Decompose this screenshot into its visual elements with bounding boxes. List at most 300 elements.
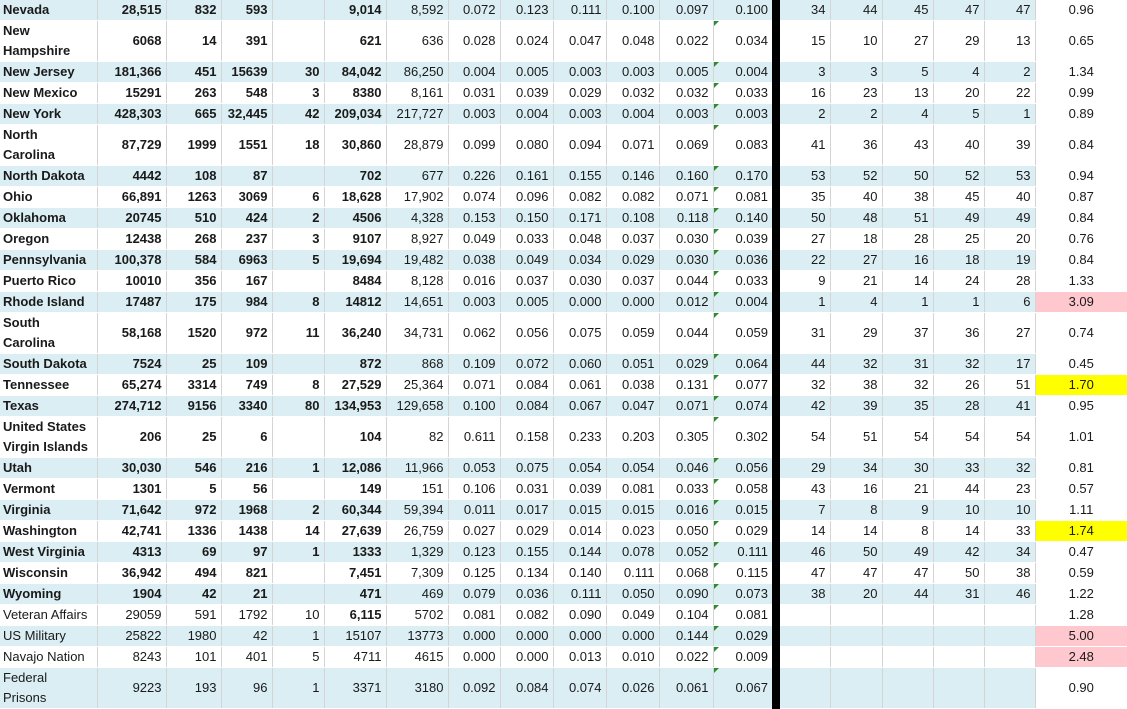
cell-r1[interactable]: 0.011 bbox=[448, 500, 500, 521]
row-label-cell[interactable]: Virginia bbox=[0, 500, 97, 521]
cell-c3[interactable]: 216 bbox=[221, 458, 272, 479]
cell-avg[interactable]: 0.081 bbox=[713, 187, 772, 208]
cell-ratio[interactable]: 1.34 bbox=[1035, 62, 1127, 83]
cell-k1[interactable]: 38 bbox=[780, 584, 830, 605]
cell-k3[interactable]: 44 bbox=[882, 584, 933, 605]
cell-k5[interactable]: 46 bbox=[984, 584, 1035, 605]
cell-r5[interactable]: 0.131 bbox=[659, 375, 713, 396]
cell-k3[interactable]: 9 bbox=[882, 500, 933, 521]
cell-c4[interactable]: 14 bbox=[272, 521, 324, 542]
cell-r3[interactable]: 0.140 bbox=[553, 563, 606, 584]
cell-r5[interactable]: 0.022 bbox=[659, 647, 713, 668]
cell-c6[interactable]: 82 bbox=[386, 417, 448, 458]
cell-c5[interactable]: 471 bbox=[324, 584, 386, 605]
cell-r3[interactable]: 0.111 bbox=[553, 584, 606, 605]
cell-c5[interactable]: 15107 bbox=[324, 626, 386, 647]
cell-r4[interactable]: 0.015 bbox=[606, 500, 659, 521]
cell-r5[interactable]: 0.046 bbox=[659, 458, 713, 479]
cell-avg[interactable]: 0.029 bbox=[713, 521, 772, 542]
cell-ratio[interactable]: 1.74 bbox=[1035, 521, 1127, 542]
cell-r4[interactable]: 0.003 bbox=[606, 62, 659, 83]
cell-ratio[interactable]: 1.28 bbox=[1035, 605, 1127, 626]
cell-c3[interactable]: 237 bbox=[221, 229, 272, 250]
cell-k4[interactable]: 5 bbox=[933, 104, 984, 125]
cell-c3[interactable]: 56 bbox=[221, 479, 272, 500]
cell-k3[interactable]: 43 bbox=[882, 125, 933, 166]
cell-r1[interactable]: 0.062 bbox=[448, 313, 500, 354]
cell-r4[interactable]: 0.146 bbox=[606, 166, 659, 187]
cell-c1[interactable]: 87,729 bbox=[97, 125, 166, 166]
cell-r1[interactable]: 0.000 bbox=[448, 626, 500, 647]
cell-c4[interactable] bbox=[272, 354, 324, 375]
cell-c6[interactable]: 28,879 bbox=[386, 125, 448, 166]
cell-k2[interactable]: 48 bbox=[830, 208, 882, 229]
cell-c4[interactable] bbox=[272, 0, 324, 21]
cell-r2[interactable]: 0.017 bbox=[500, 500, 553, 521]
cell-r4[interactable]: 0.100 bbox=[606, 0, 659, 21]
cell-r1[interactable]: 0.099 bbox=[448, 125, 500, 166]
cell-k5[interactable]: 41 bbox=[984, 396, 1035, 417]
cell-ratio[interactable]: 0.95 bbox=[1035, 396, 1127, 417]
cell-c1[interactable]: 17487 bbox=[97, 292, 166, 313]
cell-r2[interactable]: 0.000 bbox=[500, 626, 553, 647]
cell-k3[interactable]: 16 bbox=[882, 250, 933, 271]
cell-avg[interactable]: 0.039 bbox=[713, 229, 772, 250]
cell-c2[interactable]: 108 bbox=[166, 166, 221, 187]
cell-r5[interactable]: 0.032 bbox=[659, 83, 713, 104]
cell-c5[interactable]: 8484 bbox=[324, 271, 386, 292]
cell-k5[interactable]: 28 bbox=[984, 271, 1035, 292]
cell-c2[interactable]: 1999 bbox=[166, 125, 221, 166]
row-label-cell[interactable]: North Dakota bbox=[0, 166, 97, 187]
cell-ratio[interactable]: 1.70 bbox=[1035, 375, 1127, 396]
cell-ratio[interactable]: 1.11 bbox=[1035, 500, 1127, 521]
cell-avg[interactable]: 0.115 bbox=[713, 563, 772, 584]
cell-r2[interactable]: 0.084 bbox=[500, 668, 553, 709]
cell-k1[interactable] bbox=[780, 605, 830, 626]
cell-c3[interactable]: 97 bbox=[221, 542, 272, 563]
cell-k4[interactable]: 47 bbox=[933, 0, 984, 21]
cell-k3[interactable]: 31 bbox=[882, 354, 933, 375]
cell-r5[interactable]: 0.005 bbox=[659, 62, 713, 83]
cell-c3[interactable]: 548 bbox=[221, 83, 272, 104]
cell-k1[interactable]: 35 bbox=[780, 187, 830, 208]
cell-r2[interactable]: 0.161 bbox=[500, 166, 553, 187]
cell-c5[interactable]: 19,694 bbox=[324, 250, 386, 271]
cell-r4[interactable]: 0.059 bbox=[606, 313, 659, 354]
cell-ratio[interactable]: 1.22 bbox=[1035, 584, 1127, 605]
cell-c5[interactable]: 36,240 bbox=[324, 313, 386, 354]
cell-c1[interactable]: 66,891 bbox=[97, 187, 166, 208]
cell-c3[interactable]: 1438 bbox=[221, 521, 272, 542]
cell-k4[interactable]: 32 bbox=[933, 354, 984, 375]
cell-k1[interactable]: 54 bbox=[780, 417, 830, 458]
cell-k1[interactable]: 47 bbox=[780, 563, 830, 584]
cell-avg[interactable]: 0.073 bbox=[713, 584, 772, 605]
cell-k2[interactable]: 27 bbox=[830, 250, 882, 271]
row-label-cell[interactable]: Ohio bbox=[0, 187, 97, 208]
cell-c6[interactable]: 217,727 bbox=[386, 104, 448, 125]
cell-c6[interactable]: 3180 bbox=[386, 668, 448, 709]
cell-c2[interactable]: 584 bbox=[166, 250, 221, 271]
cell-c2[interactable]: 25 bbox=[166, 417, 221, 458]
cell-r1[interactable]: 0.125 bbox=[448, 563, 500, 584]
cell-avg[interactable]: 0.140 bbox=[713, 208, 772, 229]
cell-r3[interactable]: 0.155 bbox=[553, 166, 606, 187]
cell-c3[interactable]: 984 bbox=[221, 292, 272, 313]
cell-c3[interactable]: 87 bbox=[221, 166, 272, 187]
cell-r4[interactable]: 0.051 bbox=[606, 354, 659, 375]
cell-k3[interactable]: 45 bbox=[882, 0, 933, 21]
cell-c1[interactable]: 100,378 bbox=[97, 250, 166, 271]
cell-k4[interactable]: 26 bbox=[933, 375, 984, 396]
cell-c5[interactable]: 4506 bbox=[324, 208, 386, 229]
cell-c4[interactable]: 1 bbox=[272, 668, 324, 709]
cell-r2[interactable]: 0.056 bbox=[500, 313, 553, 354]
cell-k4[interactable]: 49 bbox=[933, 208, 984, 229]
row-label-cell[interactable]: South Carolina bbox=[0, 313, 97, 354]
cell-avg[interactable]: 0.034 bbox=[713, 21, 772, 62]
cell-r1[interactable]: 0.081 bbox=[448, 605, 500, 626]
cell-c4[interactable]: 5 bbox=[272, 647, 324, 668]
cell-r5[interactable]: 0.052 bbox=[659, 542, 713, 563]
cell-avg[interactable]: 0.003 bbox=[713, 104, 772, 125]
cell-r2[interactable]: 0.150 bbox=[500, 208, 553, 229]
cell-c6[interactable]: 469 bbox=[386, 584, 448, 605]
cell-r4[interactable]: 0.054 bbox=[606, 458, 659, 479]
cell-k4[interactable]: 42 bbox=[933, 542, 984, 563]
cell-c4[interactable]: 6 bbox=[272, 187, 324, 208]
cell-r5[interactable]: 0.012 bbox=[659, 292, 713, 313]
cell-r2[interactable]: 0.033 bbox=[500, 229, 553, 250]
cell-c2[interactable]: 69 bbox=[166, 542, 221, 563]
cell-k3[interactable]: 38 bbox=[882, 187, 933, 208]
cell-k1[interactable]: 1 bbox=[780, 292, 830, 313]
cell-k1[interactable]: 14 bbox=[780, 521, 830, 542]
cell-k3[interactable]: 32 bbox=[882, 375, 933, 396]
cell-ratio[interactable]: 0.84 bbox=[1035, 125, 1127, 166]
cell-r2[interactable]: 0.155 bbox=[500, 542, 553, 563]
cell-k1[interactable] bbox=[780, 668, 830, 709]
cell-k1[interactable]: 9 bbox=[780, 271, 830, 292]
cell-k5[interactable]: 47 bbox=[984, 0, 1035, 21]
cell-ratio[interactable]: 1.01 bbox=[1035, 417, 1127, 458]
cell-c2[interactable]: 193 bbox=[166, 668, 221, 709]
cell-k1[interactable]: 7 bbox=[780, 500, 830, 521]
cell-r3[interactable]: 0.048 bbox=[553, 229, 606, 250]
cell-c6[interactable]: 25,364 bbox=[386, 375, 448, 396]
cell-r2[interactable]: 0.134 bbox=[500, 563, 553, 584]
cell-k2[interactable]: 4 bbox=[830, 292, 882, 313]
cell-c1[interactable]: 30,030 bbox=[97, 458, 166, 479]
cell-r2[interactable]: 0.005 bbox=[500, 292, 553, 313]
cell-avg[interactable]: 0.067 bbox=[713, 668, 772, 709]
cell-c4[interactable]: 3 bbox=[272, 229, 324, 250]
cell-c1[interactable]: 71,642 bbox=[97, 500, 166, 521]
cell-c1[interactable]: 20745 bbox=[97, 208, 166, 229]
cell-c5[interactable]: 6,115 bbox=[324, 605, 386, 626]
cell-k5[interactable] bbox=[984, 605, 1035, 626]
cell-ratio[interactable]: 0.74 bbox=[1035, 313, 1127, 354]
cell-k5[interactable] bbox=[984, 647, 1035, 668]
cell-c6[interactable]: 677 bbox=[386, 166, 448, 187]
cell-r2[interactable]: 0.084 bbox=[500, 396, 553, 417]
cell-c2[interactable]: 9156 bbox=[166, 396, 221, 417]
cell-r4[interactable]: 0.010 bbox=[606, 647, 659, 668]
cell-c2[interactable]: 1520 bbox=[166, 313, 221, 354]
cell-k5[interactable]: 20 bbox=[984, 229, 1035, 250]
cell-avg[interactable]: 0.064 bbox=[713, 354, 772, 375]
row-label-cell[interactable]: Vermont bbox=[0, 479, 97, 500]
cell-c3[interactable]: 424 bbox=[221, 208, 272, 229]
cell-r3[interactable]: 0.074 bbox=[553, 668, 606, 709]
cell-k3[interactable]: 8 bbox=[882, 521, 933, 542]
cell-c1[interactable]: 4442 bbox=[97, 166, 166, 187]
cell-c5[interactable]: 14812 bbox=[324, 292, 386, 313]
cell-k1[interactable]: 29 bbox=[780, 458, 830, 479]
cell-c2[interactable]: 5 bbox=[166, 479, 221, 500]
cell-r4[interactable]: 0.078 bbox=[606, 542, 659, 563]
cell-avg[interactable]: 0.059 bbox=[713, 313, 772, 354]
cell-c1[interactable]: 6068 bbox=[97, 21, 166, 62]
cell-c3[interactable]: 391 bbox=[221, 21, 272, 62]
cell-k3[interactable]: 51 bbox=[882, 208, 933, 229]
cell-ratio[interactable]: 0.76 bbox=[1035, 229, 1127, 250]
cell-r1[interactable]: 0.106 bbox=[448, 479, 500, 500]
cell-k2[interactable]: 34 bbox=[830, 458, 882, 479]
cell-r1[interactable]: 0.003 bbox=[448, 292, 500, 313]
cell-avg[interactable]: 0.036 bbox=[713, 250, 772, 271]
cell-c3[interactable]: 749 bbox=[221, 375, 272, 396]
cell-ratio[interactable]: 1.33 bbox=[1035, 271, 1127, 292]
cell-r1[interactable]: 0.004 bbox=[448, 62, 500, 83]
cell-ratio[interactable]: 0.81 bbox=[1035, 458, 1127, 479]
cell-r5[interactable]: 0.030 bbox=[659, 229, 713, 250]
cell-c5[interactable]: 1333 bbox=[324, 542, 386, 563]
cell-c5[interactable]: 621 bbox=[324, 21, 386, 62]
cell-k3[interactable]: 13 bbox=[882, 83, 933, 104]
cell-k2[interactable]: 21 bbox=[830, 271, 882, 292]
cell-k4[interactable]: 45 bbox=[933, 187, 984, 208]
cell-k1[interactable]: 3 bbox=[780, 62, 830, 83]
cell-c2[interactable]: 14 bbox=[166, 21, 221, 62]
cell-avg[interactable]: 0.083 bbox=[713, 125, 772, 166]
cell-r4[interactable]: 0.082 bbox=[606, 187, 659, 208]
cell-k3[interactable]: 1 bbox=[882, 292, 933, 313]
cell-r1[interactable]: 0.038 bbox=[448, 250, 500, 271]
cell-r5[interactable]: 0.071 bbox=[659, 187, 713, 208]
cell-r3[interactable]: 0.003 bbox=[553, 62, 606, 83]
cell-k2[interactable] bbox=[830, 626, 882, 647]
row-label-cell[interactable]: Federal Prisons bbox=[0, 668, 97, 709]
cell-k4[interactable]: 4 bbox=[933, 62, 984, 83]
cell-k2[interactable]: 23 bbox=[830, 83, 882, 104]
cell-k2[interactable] bbox=[830, 605, 882, 626]
cell-c2[interactable]: 175 bbox=[166, 292, 221, 313]
cell-c4[interactable] bbox=[272, 271, 324, 292]
cell-k4[interactable]: 52 bbox=[933, 166, 984, 187]
cell-k2[interactable]: 51 bbox=[830, 417, 882, 458]
cell-c1[interactable]: 36,942 bbox=[97, 563, 166, 584]
cell-k2[interactable]: 20 bbox=[830, 584, 882, 605]
row-label-cell[interactable]: Pennsylvania bbox=[0, 250, 97, 271]
cell-k1[interactable]: 43 bbox=[780, 479, 830, 500]
cell-k4[interactable] bbox=[933, 668, 984, 709]
cell-r5[interactable]: 0.033 bbox=[659, 479, 713, 500]
cell-r5[interactable]: 0.090 bbox=[659, 584, 713, 605]
cell-r3[interactable]: 0.082 bbox=[553, 187, 606, 208]
cell-r2[interactable]: 0.031 bbox=[500, 479, 553, 500]
cell-c2[interactable]: 591 bbox=[166, 605, 221, 626]
cell-k2[interactable]: 8 bbox=[830, 500, 882, 521]
cell-r3[interactable]: 0.000 bbox=[553, 626, 606, 647]
cell-avg[interactable]: 0.029 bbox=[713, 626, 772, 647]
cell-avg[interactable]: 0.074 bbox=[713, 396, 772, 417]
cell-r4[interactable]: 0.071 bbox=[606, 125, 659, 166]
cell-r5[interactable]: 0.003 bbox=[659, 104, 713, 125]
cell-c6[interactable]: 14,651 bbox=[386, 292, 448, 313]
cell-r5[interactable]: 0.016 bbox=[659, 500, 713, 521]
cell-k5[interactable]: 33 bbox=[984, 521, 1035, 542]
cell-r2[interactable]: 0.082 bbox=[500, 605, 553, 626]
cell-c5[interactable]: 209,034 bbox=[324, 104, 386, 125]
cell-k4[interactable]: 1 bbox=[933, 292, 984, 313]
cell-k5[interactable]: 23 bbox=[984, 479, 1035, 500]
cell-c2[interactable]: 42 bbox=[166, 584, 221, 605]
cell-k1[interactable]: 44 bbox=[780, 354, 830, 375]
cell-r1[interactable]: 0.031 bbox=[448, 83, 500, 104]
cell-avg[interactable]: 0.058 bbox=[713, 479, 772, 500]
cell-ratio[interactable]: 0.57 bbox=[1035, 479, 1127, 500]
cell-k2[interactable]: 44 bbox=[830, 0, 882, 21]
cell-r3[interactable]: 0.094 bbox=[553, 125, 606, 166]
cell-k1[interactable]: 31 bbox=[780, 313, 830, 354]
cell-k5[interactable] bbox=[984, 668, 1035, 709]
cell-k1[interactable]: 15 bbox=[780, 21, 830, 62]
cell-r3[interactable]: 0.067 bbox=[553, 396, 606, 417]
cell-r3[interactable]: 0.029 bbox=[553, 83, 606, 104]
cell-r3[interactable]: 0.039 bbox=[553, 479, 606, 500]
cell-ratio[interactable]: 3.09 bbox=[1035, 292, 1127, 313]
cell-c4[interactable]: 30 bbox=[272, 62, 324, 83]
cell-c1[interactable]: 29059 bbox=[97, 605, 166, 626]
cell-k4[interactable]: 29 bbox=[933, 21, 984, 62]
cell-k3[interactable]: 35 bbox=[882, 396, 933, 417]
cell-k4[interactable] bbox=[933, 626, 984, 647]
cell-k5[interactable]: 6 bbox=[984, 292, 1035, 313]
cell-r2[interactable]: 0.080 bbox=[500, 125, 553, 166]
cell-k2[interactable]: 29 bbox=[830, 313, 882, 354]
cell-r2[interactable]: 0.000 bbox=[500, 647, 553, 668]
row-label-cell[interactable]: Navajo Nation bbox=[0, 647, 97, 668]
cell-k5[interactable]: 10 bbox=[984, 500, 1035, 521]
cell-r5[interactable]: 0.097 bbox=[659, 0, 713, 21]
cell-r2[interactable]: 0.096 bbox=[500, 187, 553, 208]
cell-r2[interactable]: 0.049 bbox=[500, 250, 553, 271]
cell-k2[interactable]: 2 bbox=[830, 104, 882, 125]
cell-k1[interactable]: 27 bbox=[780, 229, 830, 250]
cell-r3[interactable]: 0.060 bbox=[553, 354, 606, 375]
cell-c4[interactable] bbox=[272, 563, 324, 584]
cell-r3[interactable]: 0.233 bbox=[553, 417, 606, 458]
cell-k2[interactable]: 18 bbox=[830, 229, 882, 250]
cell-c6[interactable]: 129,658 bbox=[386, 396, 448, 417]
cell-r4[interactable]: 0.049 bbox=[606, 605, 659, 626]
row-label-cell[interactable]: Rhode Island bbox=[0, 292, 97, 313]
cell-c6[interactable]: 13773 bbox=[386, 626, 448, 647]
cell-k5[interactable] bbox=[984, 626, 1035, 647]
cell-k1[interactable]: 46 bbox=[780, 542, 830, 563]
cell-c6[interactable]: 8,592 bbox=[386, 0, 448, 21]
cell-ratio[interactable]: 0.90 bbox=[1035, 668, 1127, 709]
cell-c5[interactable]: 18,628 bbox=[324, 187, 386, 208]
row-label-cell[interactable]: West Virginia bbox=[0, 542, 97, 563]
cell-k3[interactable]: 50 bbox=[882, 166, 933, 187]
cell-c1[interactable]: 58,168 bbox=[97, 313, 166, 354]
row-label-cell[interactable]: Utah bbox=[0, 458, 97, 479]
cell-c5[interactable]: 60,344 bbox=[324, 500, 386, 521]
cell-c5[interactable]: 84,042 bbox=[324, 62, 386, 83]
cell-avg[interactable]: 0.111 bbox=[713, 542, 772, 563]
cell-c6[interactable]: 8,161 bbox=[386, 83, 448, 104]
cell-c6[interactable]: 636 bbox=[386, 21, 448, 62]
cell-k3[interactable]: 14 bbox=[882, 271, 933, 292]
row-label-cell[interactable]: New York bbox=[0, 104, 97, 125]
cell-c4[interactable]: 2 bbox=[272, 208, 324, 229]
cell-k2[interactable]: 52 bbox=[830, 166, 882, 187]
cell-c3[interactable]: 6 bbox=[221, 417, 272, 458]
cell-c2[interactable]: 101 bbox=[166, 647, 221, 668]
cell-r1[interactable]: 0.611 bbox=[448, 417, 500, 458]
cell-r3[interactable]: 0.054 bbox=[553, 458, 606, 479]
cell-c3[interactable]: 1968 bbox=[221, 500, 272, 521]
cell-r1[interactable]: 0.027 bbox=[448, 521, 500, 542]
cell-ratio[interactable]: 0.84 bbox=[1035, 208, 1127, 229]
cell-c4[interactable] bbox=[272, 417, 324, 458]
cell-c5[interactable]: 872 bbox=[324, 354, 386, 375]
cell-k2[interactable]: 14 bbox=[830, 521, 882, 542]
cell-c1[interactable]: 65,274 bbox=[97, 375, 166, 396]
cell-k3[interactable]: 4 bbox=[882, 104, 933, 125]
cell-k1[interactable]: 32 bbox=[780, 375, 830, 396]
cell-c1[interactable]: 10010 bbox=[97, 271, 166, 292]
cell-c3[interactable]: 167 bbox=[221, 271, 272, 292]
cell-c3[interactable]: 32,445 bbox=[221, 104, 272, 125]
cell-c3[interactable]: 3069 bbox=[221, 187, 272, 208]
cell-c4[interactable]: 18 bbox=[272, 125, 324, 166]
cell-r4[interactable]: 0.037 bbox=[606, 229, 659, 250]
cell-c2[interactable]: 263 bbox=[166, 83, 221, 104]
cell-k3[interactable]: 30 bbox=[882, 458, 933, 479]
cell-avg[interactable]: 0.033 bbox=[713, 271, 772, 292]
cell-r5[interactable]: 0.068 bbox=[659, 563, 713, 584]
cell-ratio[interactable]: 0.65 bbox=[1035, 21, 1127, 62]
cell-avg[interactable]: 0.004 bbox=[713, 292, 772, 313]
cell-k1[interactable]: 16 bbox=[780, 83, 830, 104]
cell-k2[interactable]: 38 bbox=[830, 375, 882, 396]
cell-c5[interactable]: 27,639 bbox=[324, 521, 386, 542]
cell-k5[interactable]: 32 bbox=[984, 458, 1035, 479]
cell-k3[interactable] bbox=[882, 647, 933, 668]
cell-r2[interactable]: 0.004 bbox=[500, 104, 553, 125]
cell-c3[interactable]: 821 bbox=[221, 563, 272, 584]
cell-r1[interactable]: 0.100 bbox=[448, 396, 500, 417]
cell-k3[interactable] bbox=[882, 668, 933, 709]
cell-k5[interactable]: 54 bbox=[984, 417, 1035, 458]
cell-r5[interactable]: 0.104 bbox=[659, 605, 713, 626]
cell-c4[interactable] bbox=[272, 21, 324, 62]
cell-k2[interactable]: 40 bbox=[830, 187, 882, 208]
